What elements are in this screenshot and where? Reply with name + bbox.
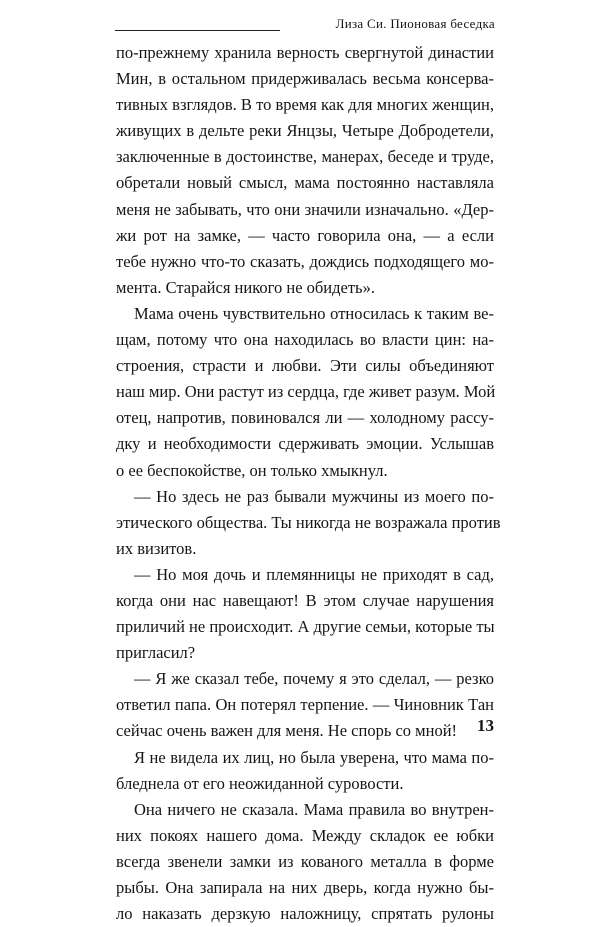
text-line: тивных взглядов. В то время как для многих женщин, <box>116 95 494 115</box>
text-line: рыбы. Она запирала на них дверь, когда нужно бы- <box>116 878 494 897</box>
text-line: мента. Старайся никого не обидеть». <box>116 277 375 297</box>
header-title: Лиза Си. Пионовая беседка <box>335 16 495 31</box>
text-line: дку и необходимости сдерживать эмоции. Услышав <box>116 434 494 454</box>
text-line: приличий не происходит. А другие семьи, которые ты <box>116 617 495 637</box>
text-line: меня не забывать, что они значили изначально. «Дер- <box>116 199 494 219</box>
text-line: ответил папа. Он потерял терпение. — Чиновник Тан <box>116 695 494 715</box>
body-text <box>116 40 501 927</box>
text-line: ло наказать дерзкую наложницу, спрятать рулоны <box>116 904 494 924</box>
page-number: 13 <box>477 716 494 735</box>
running-header <box>115 12 495 36</box>
text-line: Мин, в остальном придерживалась весьма консерва- <box>116 69 494 89</box>
text-line: отец, напротив, повиновался ли — холодному рассу- <box>116 408 494 428</box>
text-line: этического общества. Ты никогда не возражала против <box>116 512 501 532</box>
text-line: жи рот на замке, — часто говорила она, — а если <box>116 225 494 245</box>
text-line: — Но моя дочь и племянницы не приходят в сад, <box>134 564 494 584</box>
text-line: всегда звенели замки из кованого металла в форме <box>116 851 494 871</box>
text-line: живущих в дельте реки Янцзы, Четыре Добродетели, <box>116 121 494 141</box>
text-line: сейчас очень важен для меня. Не спорь со мной! <box>116 721 458 741</box>
text-line: — Я же сказал тебе, почему я это сделал, — резко <box>134 669 494 689</box>
text-line: Она ничего не сказала. Мама правила во внутрен- <box>134 799 494 819</box>
text-line: пригласил? <box>116 643 196 663</box>
text-line: тебе нужно что-то сказать, дождись подходящего мо- <box>116 251 494 271</box>
text-line: по-прежнему хранила верность свергнутой династии <box>116 43 494 62</box>
text-line: заключенные в достоинстве, манерах, беседе и труде, <box>116 147 494 167</box>
text-line: Я не видела их лиц, но была уверена, что мама по- <box>134 747 494 767</box>
header-rule <box>115 30 280 31</box>
text-line: бледнела от его неожиданной суровости. <box>116 773 404 793</box>
text-line: их визитов. <box>116 538 197 558</box>
text-line: наш мир. Они растут из сердца, где живет разум. Мой <box>116 382 496 402</box>
text-line: — Но здесь не раз бывали мужчины из моего по- <box>134 486 494 506</box>
text-line: обретали новый смысл, мама постоянно наставляла <box>116 173 494 193</box>
text-line: о ее беспокойстве, он только хмыкнул. <box>116 460 388 480</box>
text-line: когда они нас навещают! В этом случае нарушения <box>116 590 494 610</box>
text-line: них покоях нашего дома. Между складок ее юбки <box>116 825 494 845</box>
text-line: Мама очень чувствительно относилась к таким ве- <box>134 303 494 323</box>
text-line: строения, страсти и любви. Эти силы объединяют <box>116 356 494 376</box>
text-line: щам, потому что она находилась во власти цин: на- <box>116 330 494 350</box>
